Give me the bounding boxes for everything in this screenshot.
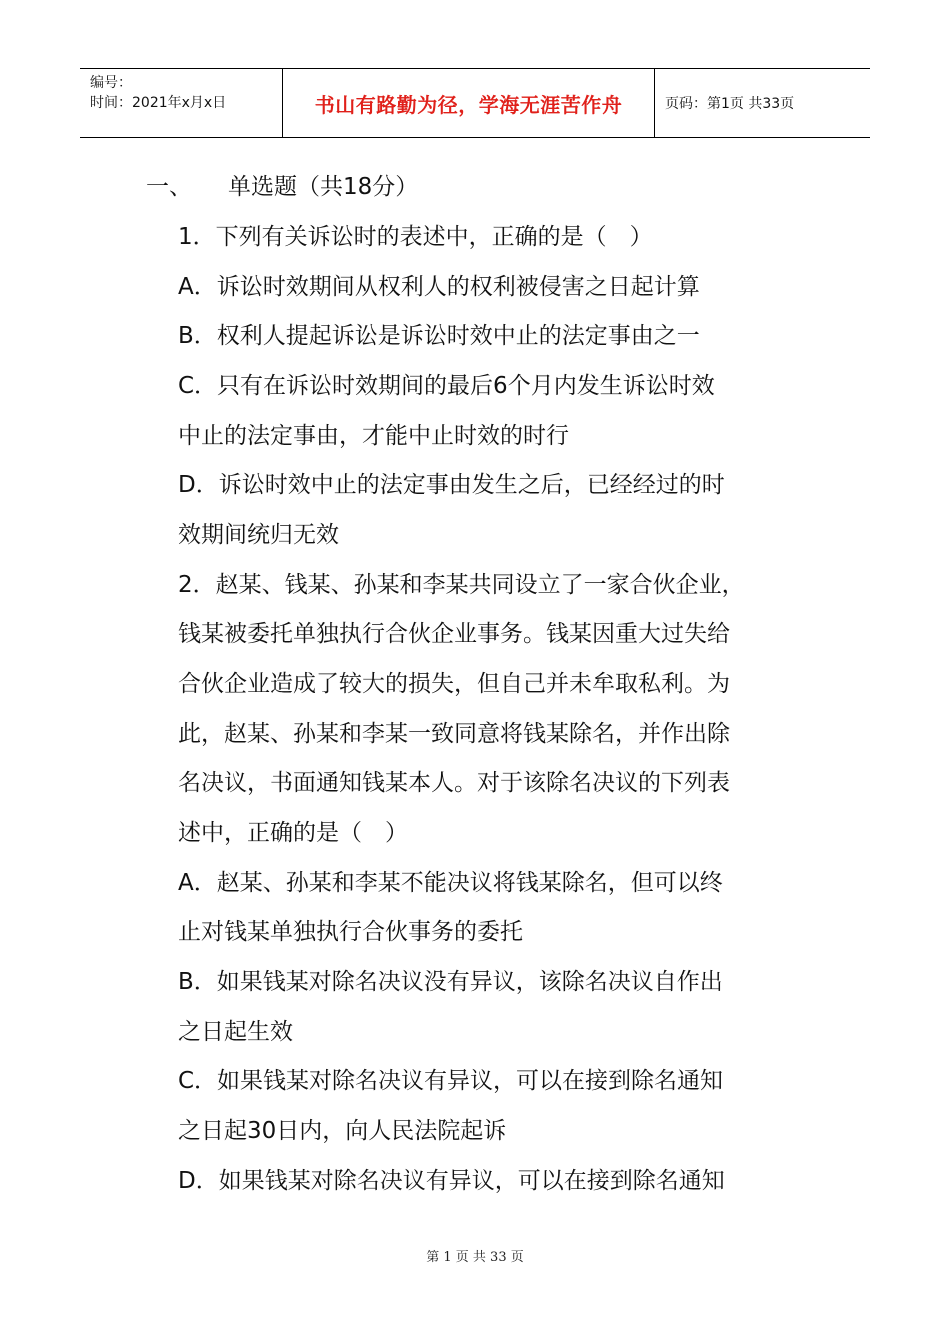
text-line: 之日起30日内，向人民法院起诉 [178, 1118, 507, 1144]
text-line: A．诉讼时效期间从权利人的权利被侵害之日起计算 [178, 274, 700, 300]
header-meta-cell [80, 69, 283, 137]
text-line: D．诉讼时效中止的法定事由发生之后，已经经过的时 [178, 472, 725, 498]
text-line: D．如果钱某对除名决议有异议，可以在接到除名通知 [178, 1168, 725, 1194]
section-heading [146, 172, 418, 202]
text-line: C．只有在诉讼时效期间的最后6个月内发生诉讼时效 [178, 373, 715, 399]
page-footer: 第 1 页 共 33 页 [426, 1250, 524, 1265]
serial-number-label: 编号： [90, 75, 132, 91]
header-page-info: 页码：第1页 共33页 [665, 96, 795, 112]
text-line: A．赵某、孙某和李某不能决议将钱某除名，但可以终 [178, 870, 723, 896]
text-line: 中止的法定事由，才能中止时效的时行 [178, 423, 569, 449]
text-line: B．权利人提起诉讼是诉讼时效中止的法定事由之一 [178, 323, 700, 349]
section-title: 单选题（共18分） [228, 174, 419, 200]
page-header [80, 68, 870, 138]
text-line: B．如果钱某对除名决议没有异议，该除名决议自作出 [178, 969, 723, 995]
date-label: 时间：2021年x月x日 [90, 95, 227, 111]
text-line: 1．下列有关诉讼时的表述中，正确的是（ ） [178, 224, 653, 250]
text-line: 2．赵某、钱某、孙某和李某共同设立了一家合伙企业， [178, 572, 745, 598]
text-line: 名决议，书面通知钱某本人。对于该除名决议的下列表 [178, 770, 730, 796]
text-line: 效期间统归无效 [178, 522, 339, 548]
text-line: C．如果钱某对除名决议有异议，可以在接到除名通知 [178, 1068, 724, 1094]
text-line: 合伙企业造成了较大的损失，但自己并未牟取私利。为 [178, 671, 730, 697]
text-line: 止对钱某单独执行合伙事务的委托 [178, 919, 523, 945]
text-line: 之日起生效 [178, 1019, 293, 1045]
text-line: 钱某被委托单独执行合伙企业事务。钱某因重大过失给 [178, 621, 730, 647]
text-line: 此，赵某、孙某和李某一致同意将钱某除名，并作出除 [178, 721, 730, 747]
header-motto: 书山有路勤为径，学海无涯苦作舟 [283, 69, 655, 137]
text-line: 述中，正确的是（ ） [178, 820, 408, 846]
section-number: 一、 [146, 174, 192, 200]
